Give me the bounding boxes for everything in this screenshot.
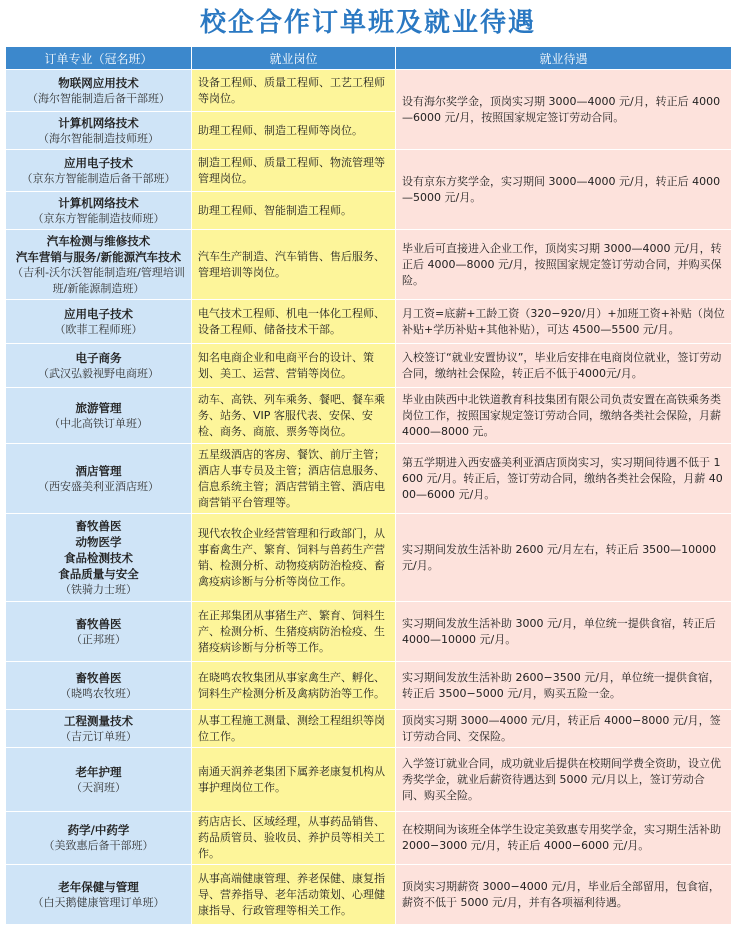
- table-row: [6, 230, 732, 300]
- major-name: 老年护理: [75, 764, 122, 779]
- table-row: [6, 748, 732, 812]
- major-name: 汽车检测与维修技术: [46, 233, 151, 248]
- major-cell: [6, 812, 192, 865]
- major-name: 动物医学: [75, 534, 122, 549]
- table-row: [6, 710, 732, 748]
- major-name: 物联网应用技术: [58, 75, 139, 90]
- job-cell: 汽车生产制造、汽车销售、售后服务、管理培训等岗位。: [192, 230, 396, 300]
- class-name: （白天鹅健康管理订单班）: [32, 895, 165, 909]
- class-name: （欧菲工程师班）: [54, 322, 143, 336]
- class-name: （正邦班）: [71, 632, 126, 646]
- benefit-cell: 第五学期进入西安盛美利亚酒店顶岗实习，实习期间待遇不低于 1600 元/月。转正后，签订劳动合同，缴纳各类社会保险，月薪 4000—6000 元/月。: [396, 444, 732, 514]
- job-cell: 电气技术工程师、机电一体化工程师、设备工程师、储备技术干部。: [192, 300, 396, 344]
- major-name: 汽车营销与服务/新能源汽车技术: [15, 249, 182, 264]
- benefit-cell: 在校期间为该班全体学生设定美致惠专用奖学金，实习期生活补助 2000−3000 元/月，转正后 4000−6000 元/月。: [396, 812, 732, 865]
- major-name: 计算机网络技术: [58, 115, 139, 130]
- table-body: [6, 70, 732, 925]
- major-name: 电子商务: [75, 350, 122, 365]
- benefit-cell: 设有海尔奖学金，顶岗实习期 3000—4000 元/月，转正后 4000—6000 元/月，按照国家规定签订劳动合同。: [396, 70, 732, 150]
- class-name: （天润班）: [71, 780, 126, 794]
- job-cell: 从事工程施工测量、测绘工程组织等岗位工作。: [192, 710, 396, 748]
- header-major: 订单专业（冠名班）: [6, 47, 192, 70]
- major-name: 计算机网络技术: [58, 195, 139, 210]
- major-name: 畜牧兽医: [75, 670, 122, 685]
- table-row: [6, 662, 732, 710]
- benefit-cell: 实习期间发放生活补助 2600 元/月左右，转正后 3500—10000 元/月。: [396, 514, 732, 602]
- major-cell: [6, 710, 192, 748]
- page-title: 校企合作订单班及就业待遇: [199, 8, 536, 38]
- benefit-cell: 入校签订“就业安置协议”，毕业后安排在电商岗位就业，签订劳动合同，缴纳社会保险，转正后不低于4000元/月。: [396, 344, 732, 388]
- major-name: 应用电子技术: [64, 306, 133, 321]
- major-cell: [6, 602, 192, 662]
- benefit-cell: 实习期间发放生活补助 2600−3500 元/月，单位统一提供食宿，转正后 3500−5000 元/月，购买五险一金。: [396, 662, 732, 710]
- benefit-cell: 设有京东方奖学金，实习期间 3000—4000 元/月，转正后 4000—5000 元/月。: [396, 150, 732, 230]
- table-row: [6, 300, 732, 344]
- major-cell: [6, 70, 192, 112]
- major-name: 应用电子技术: [64, 155, 133, 170]
- benefit-cell: 毕业后可直接进入企业工作，顶岗实习期 3000—4000 元/月，转正后 4000—8000 元/月，按照国家规定签订劳动合同，并购买保险。: [396, 230, 732, 300]
- major-cell: [6, 192, 192, 230]
- major-name: 酒店管理: [75, 463, 122, 478]
- major-cell: [6, 150, 192, 192]
- major-name: 老年保健与管理: [58, 879, 139, 894]
- table-row: [6, 444, 732, 514]
- table-row: [6, 812, 732, 865]
- table-row: [6, 514, 732, 602]
- job-cell: 知名电商企业和电商平台的设计、策划、美工、运营、营销等岗位。: [192, 344, 396, 388]
- job-cell: 动车、高铁、列车乘务、餐吧、餐车乘务、站务、VIP 客服代表、安保、安检、商务、商旅、票务等岗位。: [192, 388, 396, 444]
- job-cell: 南通天润养老集团下属养老康复机构从事护理岗位工作。: [192, 748, 396, 812]
- header-row: [6, 47, 732, 70]
- order-class-table: [5, 46, 732, 925]
- major-name: 畜牧兽医: [75, 616, 122, 631]
- major-name: 食品检测技术: [64, 550, 133, 565]
- benefit-cell: 毕业由陕西中北铁道教育科技集团有限公司负责安置在高铁乘务类岗位工作，按照国家规定签订劳动合同，缴纳各类社会保险，月薪 4000—8000 元。: [396, 388, 732, 444]
- major-cell: [6, 230, 192, 300]
- class-name: （海尔智能制造技师班）: [38, 131, 159, 145]
- major-cell: [6, 662, 192, 710]
- class-name: （西安盛美利亚酒店班）: [38, 479, 159, 493]
- class-name: （京东方智能制造后备干部班）: [21, 171, 176, 185]
- job-cell: 助理工程师、制造工程师等岗位。: [192, 112, 396, 150]
- major-cell: [6, 388, 192, 444]
- table-row: [6, 865, 732, 925]
- table-row: [6, 388, 732, 444]
- job-cell: 在晓鸣农牧集团从事家禽生产、孵化、饲料生产检测分析及禽病防治等工作。: [192, 662, 396, 710]
- major-cell: [6, 514, 192, 602]
- class-name: （武汉弘毅视野电商班）: [38, 366, 159, 380]
- major-cell: [6, 300, 192, 344]
- benefit-cell: 顶岗实习期 3000—4000 元/月，转正后 4000−8000 元/月，签订劳动合同、交保险。: [396, 710, 732, 748]
- major-cell: [6, 748, 192, 812]
- class-name: （晓鸣农牧班）: [60, 686, 137, 700]
- job-cell: 药店店长、区域经理，从事药品销售、药品质管员、验收员、养护员等相关工作。: [192, 812, 396, 865]
- job-cell: 从事高端健康管理、养老保健、康复指导、营养指导、老年活动策划、心理健康指导、行政管理等相关工作。: [192, 865, 396, 925]
- benefit-cell: 月工资=底薪+工龄工资（320−920/月）+加班工资+补贴（岗位补贴+学历补贴+其他补贴），可达 4500—5500 元/月。: [396, 300, 732, 344]
- major-name: 旅游管理: [75, 400, 122, 415]
- benefit-cell: 入学签订就业合同，成功就业后提供在校期间学费全资助，设立优秀奖学金，就业后薪资待遇达到 5000 元/月以上，签订劳动合同、购买全险。: [396, 748, 732, 812]
- table-row: [6, 344, 732, 388]
- class-name: （美致惠后备干部班）: [43, 839, 154, 852]
- job-cell: 设备工程师、质量工程师、工艺工程师等岗位。: [192, 70, 396, 112]
- major-cell: [6, 444, 192, 514]
- major-name: 药学/中药学: [67, 823, 130, 837]
- major-cell: [6, 112, 192, 150]
- table-row: [6, 150, 732, 192]
- header-benefit: 就业待遇: [396, 47, 732, 70]
- job-cell: 五星级酒店的客房、餐饮、前厅主管；酒店人事专员及主管；酒店信息服务、信息系统主管；酒店营销主管、酒店电商营销平台管理等。: [192, 444, 396, 514]
- job-cell: 现代农牧企业经营管理和行政部门，从事畜禽生产、繁育、饲料与兽药生产营销、检测分析、动物疫病防治检疫、畜禽疫病诊断与分析等岗位工作。: [192, 514, 396, 602]
- class-name: （吉利-沃尔沃智能制造班/管理培训班/新能源制造班）: [12, 265, 185, 295]
- major-name: 食品质量与安全: [58, 566, 139, 581]
- class-name: （中北高铁订单班）: [49, 416, 148, 430]
- class-name: （吉元订单班）: [60, 729, 137, 743]
- class-name: （海尔智能制造后备干部班）: [27, 91, 170, 105]
- table-row: [6, 602, 732, 662]
- job-cell: 助理工程师、智能制造工程师。: [192, 192, 396, 230]
- class-name: （铁骑力士班）: [60, 582, 137, 596]
- major-name: 工程测量技术: [64, 713, 133, 728]
- class-name: （京东方智能制造技师班）: [32, 211, 165, 225]
- table-row: [6, 70, 732, 112]
- major-name: 畜牧兽医: [75, 518, 122, 533]
- header-job: 就业岗位: [192, 47, 396, 70]
- major-cell: [6, 865, 192, 925]
- benefit-cell: 顶岗实习期薪资 3000−4000 元/月，毕业后全部留用，包食宿，薪资不低于 5000 元/月，并有各项福利待遇。: [396, 865, 732, 925]
- major-cell: [6, 344, 192, 388]
- job-cell: 在正邦集团从事猪生产、繁育、饲料生产、检测分析、生猪疫病防治检疫、生猪疫病诊断与分析等工作。: [192, 602, 396, 662]
- benefit-cell: 实习期间发放生活补助 3000 元/月，单位统一提供食宿，转正后 4000—10000 元/月。: [396, 602, 732, 662]
- job-cell: 制造工程师、质量工程师、物流管理等管理岗位。: [192, 150, 396, 192]
